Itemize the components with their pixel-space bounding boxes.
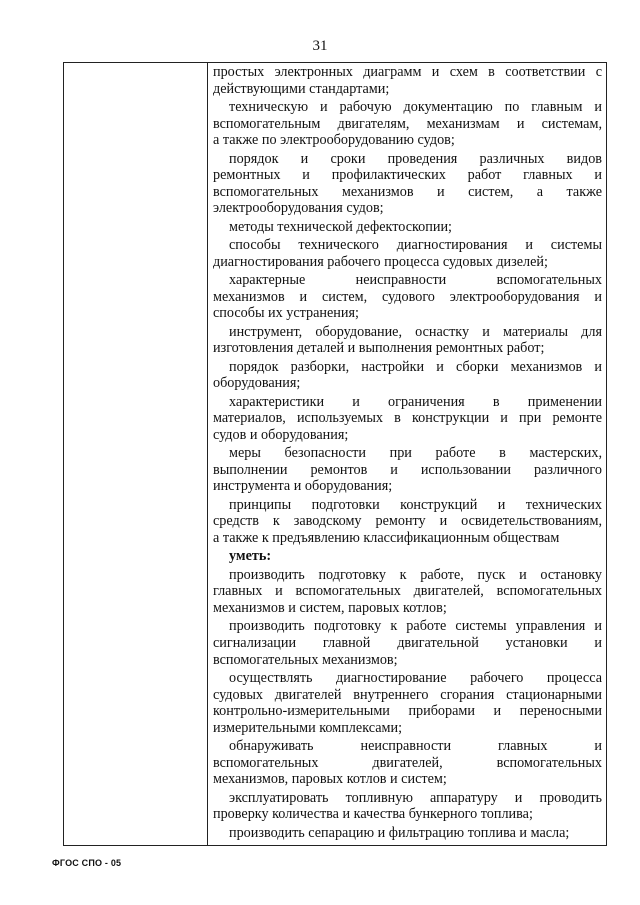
text-line: способы их устранения; <box>213 305 359 322</box>
list-item <box>213 790 602 823</box>
text-line: контрольно-измерительными приборами и переносными <box>213 703 602 720</box>
text-line: вспомогательных механизмов и систем, а также <box>213 183 602 200</box>
text-line: порядок и сроки проведения различных видов <box>229 150 602 167</box>
list-item <box>213 445 602 495</box>
text-line: характеристики и ограничения в применении <box>229 393 602 410</box>
text-line: действующими стандартами; <box>213 80 390 97</box>
text-line: диагностирования рабочего процесса судовых дизелей; <box>213 253 548 270</box>
section-heading-text: уметь: <box>229 548 272 565</box>
text-line: осуществлять диагностирование рабочего процесса <box>229 669 602 686</box>
text-line: вспомогательных механизмов; <box>213 651 398 668</box>
list-item <box>213 497 602 547</box>
footer-label: ФГОС СПО - 05 <box>52 858 122 868</box>
text-line: вспомогательным двигателям, механизмам и системам, <box>213 115 602 132</box>
list-item <box>213 272 602 322</box>
text-line: меры безопасности при работе в мастерских, <box>229 445 602 462</box>
list-item <box>213 219 602 236</box>
text-line: сигнализации главной двигательной установки и <box>213 634 602 651</box>
text-line: судовых двигателей внутреннего сгорания стационарными <box>213 686 602 703</box>
text-line: производить сепарацию и фильтрацию топлива и масла; <box>229 824 570 841</box>
list-item <box>213 670 602 736</box>
text-line: инструмент, оборудование, оснастку и материалы для <box>229 323 602 340</box>
text-line: способы технического диагностирования и системы <box>229 237 602 254</box>
text-line: судов и оборудования; <box>213 426 349 443</box>
text-line: вспомогательных двигателей, вспомогательных <box>213 754 602 771</box>
text-line: инструмента и оборудования; <box>213 478 393 495</box>
text-line: производить подготовку к работе системы управления и <box>229 618 602 635</box>
text-line: проверку количества и качества бункерного топлива; <box>213 806 533 823</box>
list-item <box>213 825 602 842</box>
list-item <box>213 738 602 788</box>
list-item <box>213 64 602 97</box>
text-line: производить подготовку к работе, пуск и остановку <box>229 566 602 583</box>
column-divider <box>207 62 208 846</box>
list-item <box>213 324 602 357</box>
text-line: механизмов и систем, судового электрооборудования и <box>213 288 602 305</box>
text-line: ремонтных и профилактических работ главных и <box>213 167 602 184</box>
text-line: обнаруживать неисправности главных и <box>229 738 602 755</box>
text-line: характерные неисправности вспомогательных <box>229 272 602 289</box>
text-line: средств к заводскому ремонту и освидетельствованиям, <box>213 513 602 530</box>
list-item <box>213 359 602 392</box>
table-cell-content <box>213 64 602 843</box>
text-line: оборудования; <box>213 375 301 392</box>
text-line: порядок разборки, настройки и сборки механизмов и <box>229 358 602 375</box>
text-line: материалов, используемых в конструкции и при ремонте <box>213 410 602 427</box>
list-item <box>213 237 602 270</box>
text-line: изготовления деталей и выполнения ремонтных работ; <box>213 340 545 357</box>
text-line: выполнении ремонтов и использовании различного <box>213 461 602 478</box>
section-heading <box>213 548 602 565</box>
text-line: а также по электрооборудованию судов; <box>213 132 455 149</box>
page-number: 31 <box>312 38 328 54</box>
list-item <box>213 99 602 149</box>
list-item <box>213 567 602 617</box>
list-item <box>213 151 602 217</box>
text-line: электрооборудования судов; <box>213 200 384 217</box>
text-line: принципы подготовки конструкций и технических <box>229 496 602 513</box>
text-line: механизмов и систем, паровых котлов; <box>213 599 447 616</box>
text-line: механизмов, паровых котлов и систем; <box>213 771 447 788</box>
text-line: главных и вспомогательных двигателей, вспомогательных <box>213 583 602 600</box>
text-line: измерительными комплексами; <box>213 719 403 736</box>
text-line: методы технической дефектоскопии; <box>229 218 452 235</box>
list-item <box>213 618 602 668</box>
text-line: техническую и рабочую документацию по главным и <box>229 98 602 115</box>
text-line: простых электронных диаграмм и схем в соответствии с <box>213 64 602 80</box>
text-line: эксплуатировать топливную аппаратуру и проводить <box>229 789 602 806</box>
list-item <box>213 394 602 444</box>
text-line: а также к предъявлению классификационным обществам <box>213 530 560 546</box>
